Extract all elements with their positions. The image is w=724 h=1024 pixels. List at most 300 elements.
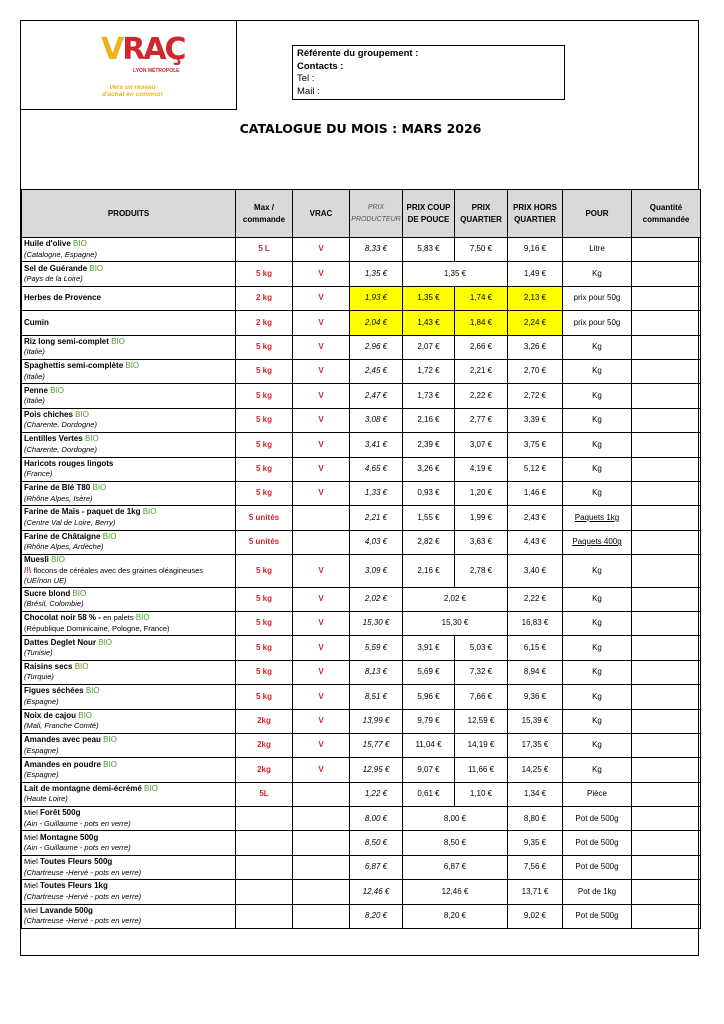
max-commande-cell: 5 kg [236,262,293,286]
max-commande-cell [236,831,293,855]
warning-icon: /!\ [24,565,32,575]
prix-producteur-cell: 8,51 € [350,685,403,709]
prix-coup-de-pouce-cell: 1,72 € [403,359,455,383]
prix-coup-quartier-cell: 2,02 € [403,587,508,611]
prix-quartier-cell: 2,77 € [455,408,508,432]
product-cell [22,831,236,855]
prix-coup-quartier-cell: 15,30 € [403,611,508,635]
header-max: Max / commande [236,190,293,238]
quantite-commandee-cell[interactable] [632,733,701,757]
product-name: Haricots rouges lingots [24,458,114,468]
prix-coup-de-pouce-cell: 3,91 € [403,636,455,660]
bio-label: BIO [85,686,100,696]
max-commande-cell: 5 kg [236,384,293,408]
product-origin: (Rhône Alpes, Isère) [24,493,93,503]
prix-coup-quartier-cell: 8,00 € [403,807,508,831]
quantite-commandee-cell[interactable] [632,807,701,831]
product-name: Riz long semi-complet [24,336,109,346]
quantite-commandee-cell[interactable] [632,855,701,879]
prix-hors-quartier-cell: 8,94 € [508,660,563,684]
bio-label: BIO [92,483,107,493]
quantite-commandee-cell[interactable] [632,685,701,709]
product-origin: (Chartreuse -Hervé - pots en verre) [24,867,142,877]
pour-cell: Kg [563,611,632,635]
max-commande-cell: 2kg [236,758,293,782]
product-cell [22,311,236,335]
prix-producteur-cell: 2,21 € [350,506,403,530]
product-origin: (UE/non UE) [24,576,67,586]
catalogue-page [20,20,699,956]
prix-hors-quartier-cell: 6,15 € [508,636,563,660]
prix-hors-quartier-cell: 9,02 € [508,904,563,928]
quantite-commandee-cell[interactable] [632,335,701,359]
product-name: Toutes Fleurs 500g [40,857,113,867]
quantite-commandee-cell[interactable] [632,709,701,733]
product-origin: (Mali, Franche Comté) [24,721,99,731]
bio-label: BIO [103,735,117,745]
logo-box [21,21,237,110]
prix-producteur-cell: 1,93 € [350,286,403,310]
prix-producteur-cell: 4,65 € [350,457,403,481]
quantite-commandee-cell[interactable] [632,611,701,635]
referente-label: Référente du groupement : [297,48,419,59]
product-cell [22,286,236,310]
product-name: Farine de Châtaigne [24,531,101,541]
max-commande-cell: 2kg [236,709,293,733]
product-cell [22,709,236,733]
prix-producteur-cell: 3,08 € [350,408,403,432]
product-origin: (Ain - Guillaume - pots en verre) [24,843,131,853]
product-prefix: Miel [24,832,38,842]
max-commande-cell: 5 kg [236,611,293,635]
prix-quartier-cell: 1,99 € [455,506,508,530]
vrac-cell: V [293,555,350,588]
vrac-cell [293,904,350,928]
quantite-commandee-cell[interactable] [632,660,701,684]
max-commande-cell: 2 kg [236,286,293,310]
quantite-commandee-cell[interactable] [632,587,701,611]
prix-quartier-cell: 1,20 € [455,481,508,505]
prix-quartier-cell: 4,19 € [455,457,508,481]
vrac-cell [293,831,350,855]
prix-quartier-cell: 3,07 € [455,433,508,457]
prix-coup-de-pouce-cell: 1,43 € [403,311,455,335]
vrac-cell: V [293,335,350,359]
product-origin: (Haute Loire) [24,794,68,804]
prix-hors-quartier-cell: 16,83 € [508,611,563,635]
prix-coup-quartier-cell: 1,35 € [403,262,508,286]
prix-quartier-cell: 14,19 € [455,733,508,757]
pour-cell: Kg [563,685,632,709]
table-row [22,660,701,684]
bio-label: BIO [50,385,65,395]
table-row [22,238,701,262]
logo-tagline [102,84,163,98]
header-vrac: VRAC [293,190,350,238]
prix-hors-quartier-cell: 2,70 € [508,359,563,383]
product-origin: (Charente, Dordogne) [24,420,97,430]
product-cell [22,685,236,709]
header-prix-hors-quartier: PRIX HORS QUARTIER [508,190,563,238]
pour-cell: Litre [563,238,632,262]
product-origin: (Ain - Guillaume - pots en verre) [24,818,131,828]
prix-coup-de-pouce-cell: 1,35 € [403,286,455,310]
prix-coup-de-pouce-cell: 2,07 € [403,335,455,359]
prix-producteur-cell: 1,33 € [350,481,403,505]
pour-cell: Paquets 1kg [563,506,632,530]
product-origin: (Espagne) [24,770,59,779]
product-name: Sucre blond [24,588,71,598]
vrac-cell: V [293,311,350,335]
product-origin: (Centre Val de Loire, Berry) [24,517,116,527]
vrac-cell: V [293,286,350,310]
bio-label: BIO [74,661,89,671]
product-origin: (République Dominicaine, Pologne, France) [24,623,170,633]
quantite-commandee-cell[interactable] [632,408,701,432]
product-name: Noix de cajou [24,710,77,720]
prix-quartier-cell: 3,63 € [455,530,508,554]
pour-cell: Kg [563,587,632,611]
prix-quartier-cell: 2,66 € [455,335,508,359]
prix-producteur-cell: 6,87 € [350,855,403,879]
product-cell [22,262,236,286]
max-commande-cell: 2kg [236,733,293,757]
vrac-cell: V [293,611,350,635]
prix-coup-quartier-cell: 6,87 € [403,855,508,879]
quantite-commandee-cell[interactable] [632,433,701,457]
table-row [22,359,701,383]
pour-cell: Pot de 500g [563,855,632,879]
quantite-commandee-cell[interactable] [632,481,701,505]
quantite-commandee-cell[interactable] [632,238,701,262]
pour-cell: prix pour 50g [563,286,632,310]
product-origin: (Chartreuse -Hervé - pots en verre) [24,916,142,926]
prix-producteur-cell: 1,22 € [350,782,403,806]
table-header-row [22,190,701,238]
vrac-cell: V [293,709,350,733]
vrac-cell [293,782,350,806]
prix-coup-de-pouce-cell: 9,07 € [403,758,455,782]
logo-tagline-1: Vers un réseau [109,84,156,91]
max-commande-cell [236,880,293,904]
product-origin: (Charente, Dordogne) [24,444,97,454]
vrac-cell: V [293,758,350,782]
prix-hors-quartier-cell: 9,35 € [508,831,563,855]
product-prefix: Miel [24,881,38,891]
product-name: Chocolat noir 58 % - [24,613,101,623]
pour-cell: Kg [563,433,632,457]
product-name: Amandes avec peau [24,735,101,745]
table-row [22,855,701,879]
bio-label: BIO [89,263,104,273]
product-name: Dattes Deglet Nour [24,637,97,647]
table-row [22,335,701,359]
prix-producteur-cell: 8,13 € [350,660,403,684]
pour-cell: Pot de 1kg [563,880,632,904]
product-prefix: Miel [24,905,38,915]
prix-producteur-cell: 13,99 € [350,709,403,733]
pour-cell: Kg [563,408,632,432]
prix-hors-quartier-cell: 9,36 € [508,685,563,709]
prix-coup-de-pouce-cell: 11,04 € [403,733,455,757]
prix-coup-de-pouce-cell: 5,83 € [403,238,455,262]
product-name: Figues séchées [24,686,84,696]
table-row [22,408,701,432]
prix-producteur-cell: 1,35 € [350,262,403,286]
product-cell [22,880,236,904]
prix-hors-quartier-cell: 8,80 € [508,807,563,831]
mail-label: Mail : [297,85,320,97]
quantite-commandee-cell[interactable] [632,530,701,554]
max-commande-cell: 5 kg [236,335,293,359]
table-row [22,311,701,335]
product-origin: (Espagne) [24,696,59,706]
quantite-commandee-cell[interactable] [632,831,701,855]
product-name: Amandes en poudre [24,759,101,769]
prix-hors-quartier-cell: 5,12 € [508,457,563,481]
prix-quartier-cell: 2,22 € [455,384,508,408]
product-cell [22,611,236,635]
table-row [22,733,701,757]
product-cell [22,782,236,806]
prix-producteur-cell: 4,03 € [350,530,403,554]
prix-hors-quartier-cell: 4,43 € [508,530,563,554]
bio-label: BIO [75,409,89,419]
prix-coup-de-pouce-cell: 1,73 € [403,384,455,408]
prix-producteur-cell: 12,95 € [350,758,403,782]
prix-coup-de-pouce-cell: 2,16 € [403,408,455,432]
pour-cell: Kg [563,758,632,782]
prix-producteur-cell: 2,47 € [350,384,403,408]
max-commande-cell [236,807,293,831]
pour-cell: Kg [563,457,632,481]
prix-producteur-cell: 5,59 € [350,636,403,660]
product-cell [22,457,236,481]
pour-cell: Kg [563,262,632,286]
pour-cell: Kg [563,481,632,505]
product-origin: (Italie) [24,371,45,381]
prix-hors-quartier-cell: 3,75 € [508,433,563,457]
pour-cell: Kg [563,359,632,383]
vrac-cell: V [293,238,350,262]
quantite-commandee-cell[interactable] [632,506,701,530]
max-commande-cell: 5 kg [236,359,293,383]
prix-quartier-cell: 2,21 € [455,359,508,383]
max-commande-cell: 5 unités [236,506,293,530]
vrac-cell: V [293,457,350,481]
product-origin: (Italie) [24,347,45,357]
prix-coup-quartier-cell: 8,50 € [403,831,508,855]
product-name-suffix: en palets [103,613,134,623]
vrac-cell: V [293,733,350,757]
prix-producteur-cell: 8,20 € [350,904,403,928]
quantite-commandee-cell[interactable] [632,880,701,904]
vrac-cell: V [293,408,350,432]
product-cell [22,408,236,432]
vrac-cell: V [293,262,350,286]
quantite-commandee-cell[interactable] [632,636,701,660]
table-row [22,286,701,310]
prix-hors-quartier-cell: 15,39 € [508,709,563,733]
bio-label: BIO [78,710,93,720]
product-name: Forêt 500g [40,808,81,818]
prix-coup-de-pouce-cell: 0,61 € [403,782,455,806]
pour-cell: Kg [563,384,632,408]
max-commande-cell: 5 kg [236,587,293,611]
table-row [22,904,701,928]
header-pour: POUR [563,190,632,238]
vrac-logo: VRAÇ [101,32,185,67]
max-commande-cell: 5 L [236,238,293,262]
max-commande-cell: 5 kg [236,408,293,432]
prix-producteur-cell: 8,33 € [350,238,403,262]
vrac-cell: V [293,384,350,408]
product-name: Pois chiches [24,409,73,419]
bio-label: BIO [142,507,157,517]
vrac-cell [293,807,350,831]
max-commande-cell: 2 kg [236,311,293,335]
product-name: Farine de Maïs - paquet de 1kg [24,507,141,517]
table-row [22,636,701,660]
product-name: Sel de Guérande [24,263,88,273]
product-cell [22,506,236,530]
product-origin: (Espagne) [24,745,59,755]
product-origin: (Chartreuse -Hervé - pots en verre) [24,891,142,901]
prix-quartier-cell: 7,50 € [455,238,508,262]
max-commande-cell [236,855,293,879]
max-commande-cell [236,904,293,928]
prix-quartier-cell: 7,32 € [455,660,508,684]
prix-hors-quartier-cell: 17,35 € [508,733,563,757]
product-name: Cumin [24,317,49,327]
product-name: Herbes de Provence [24,293,101,303]
quantite-commandee-cell[interactable] [632,904,701,928]
table-row [22,611,701,635]
table-row [22,831,701,855]
vrac-cell: V [293,636,350,660]
quantite-commandee-cell[interactable] [632,286,701,310]
max-commande-cell: 5 kg [236,555,293,588]
table-row [22,709,701,733]
product-cell [22,587,236,611]
prix-hors-quartier-cell: 2,22 € [508,587,563,611]
quantite-commandee-cell[interactable] [632,262,701,286]
logo-tagline-2: d'achat en commun [102,91,163,98]
quantite-commandee-cell[interactable] [632,359,701,383]
prix-quartier-cell: 2,78 € [455,555,508,588]
prix-producteur-cell: 15,77 € [350,733,403,757]
product-origin: (Italie) [24,396,45,406]
product-name: Penne [24,385,49,395]
max-commande-cell: 5 kg [236,457,293,481]
bio-label: BIO [73,239,87,249]
prix-producteur-cell: 2,45 € [350,359,403,383]
quantite-commandee-cell[interactable] [632,758,701,782]
bio-label: BIO [111,336,125,346]
prix-coup-de-pouce-cell: 2,82 € [403,530,455,554]
prix-coup-de-pouce-cell: 2,39 € [403,433,455,457]
pour-cell: Kg [563,555,632,588]
prix-quartier-cell: 1,84 € [455,311,508,335]
vrac-cell: V [293,481,350,505]
product-cell [22,384,236,408]
prix-coup-de-pouce-cell: 9,79 € [403,709,455,733]
max-commande-cell: 5 unités [236,530,293,554]
prix-producteur-cell: 2,04 € [350,311,403,335]
catalogue-table [21,189,701,929]
product-origin: (Brésil, Colombie) [24,599,84,609]
header-quantite: Quantité commandée [632,190,701,238]
header-prix-coup-de-pouce: PRIX COUP DE POUCE [403,190,455,238]
table-row [22,758,701,782]
prix-hors-quartier-cell: 1,34 € [508,782,563,806]
product-name: Lentilles Vertes [24,434,83,444]
pour-cell: Kg [563,636,632,660]
table-row [22,555,701,588]
prix-coup-quartier-cell: 8,20 € [403,904,508,928]
pour-cell: Pièce [563,782,632,806]
table-row [22,384,701,408]
product-cell [22,335,236,359]
product-cell [22,904,236,928]
vrac-cell: V [293,685,350,709]
quantite-commandee-cell[interactable] [632,782,701,806]
table-row [22,587,701,611]
bio-label: BIO [103,759,117,769]
prix-hors-quartier-cell: 1,46 € [508,481,563,505]
bio-label: BIO [102,531,117,541]
pour-cell: prix pour 50g [563,311,632,335]
product-description: flocons de céréales avec des graines oléagineuses [33,565,204,575]
vrac-cell: V [293,660,350,684]
contacts-label: Contacts : [297,60,344,72]
quantite-commandee-cell[interactable] [632,384,701,408]
prix-hors-quartier-cell: 3,39 € [508,408,563,432]
bio-label: BIO [135,613,150,623]
pour-cell: Kg [563,733,632,757]
table-row [22,433,701,457]
product-name: Huile d'olive [24,239,71,249]
tel-label: Tel : [297,73,315,84]
product-name: Montagne 500g [40,832,99,842]
quantite-commandee-cell[interactable] [632,555,701,588]
vrac-cell [293,506,350,530]
max-commande-cell: 5 kg [236,433,293,457]
product-origin: (Rhône Alpes, Ardèche) [24,542,104,552]
product-name: Toutes Fleurs 1kg [40,881,108,891]
vrac-cell [293,855,350,879]
prix-hors-quartier-cell: 2,13 € [508,286,563,310]
header-prix-producteur: PRIX PRODUCTEUR [350,190,403,238]
prix-coup-de-pouce-cell: 5,96 € [403,685,455,709]
quantite-commandee-cell[interactable] [632,311,701,335]
prix-producteur-cell: 3,09 € [350,555,403,588]
product-cell [22,530,236,554]
logo-subtitle: LYON MÉTROPOLE [133,68,180,74]
bio-label: BIO [72,588,87,598]
table-row [22,880,701,904]
max-commande-cell: 5 kg [236,685,293,709]
quantite-commandee-cell[interactable] [632,457,701,481]
product-cell [22,555,236,588]
prix-quartier-cell: 1,10 € [455,782,508,806]
contact-box [292,45,565,100]
product-name: Lavande 500g [40,905,93,915]
prix-producteur-cell: 2,02 € [350,587,403,611]
prix-quartier-cell: 1,74 € [455,286,508,310]
product-name: Lait de montagne demi-écrémé [24,783,142,793]
prix-coup-de-pouce-cell: 0,93 € [403,481,455,505]
